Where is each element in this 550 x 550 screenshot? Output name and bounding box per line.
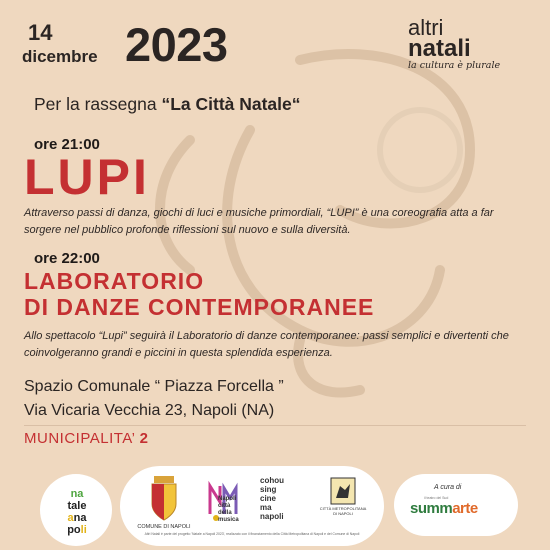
- municipality-label: MUNICIPALITA’: [24, 430, 135, 447]
- cohousing-cinema-napoli-logo: [260, 476, 284, 521]
- altri-natali-logo: [408, 15, 520, 72]
- natale-a-napoli-wordmark: [54, 488, 100, 536]
- nm-line: musica: [218, 517, 239, 523]
- summarte-part2: arte: [452, 500, 478, 517]
- event2-title-line2: DI DANZE CONTEMPORANEE: [24, 294, 375, 320]
- event1-time: ore 21:00: [34, 136, 100, 153]
- event1-title: LUPI: [24, 149, 150, 205]
- comune-di-napoli-crest-icon: [148, 474, 180, 522]
- divider: [24, 425, 526, 426]
- date-day: 14: [28, 20, 53, 45]
- natale-part: le: [77, 500, 87, 512]
- summarte-subtitle: il teatro del Sud: [424, 496, 449, 500]
- napoli-musica-label: [218, 496, 239, 524]
- natale-part: po: [67, 524, 81, 536]
- fine-print: Altri Natali è parte del progetto 'Natale a Napoli 2023', realizzato con il finanziamento della Città Metropolitana di Napoli e del Comune di Napoli: [144, 532, 360, 536]
- intro-event-name: “La Città Natale“: [161, 94, 301, 114]
- intro-prefix: Per la rassegna: [34, 94, 157, 114]
- natale-part: na: [73, 512, 87, 524]
- date-year: 2023: [125, 18, 228, 71]
- partners-logo-strip: [120, 466, 384, 546]
- natale-part: ta: [67, 500, 78, 512]
- summarte-logo: [410, 500, 478, 517]
- municipality-number: 2: [139, 430, 149, 447]
- brand-tagline: la cultura è plurale: [408, 60, 501, 71]
- natale-part: li: [80, 524, 87, 536]
- summarte-part1: summ: [410, 500, 453, 517]
- a-cura-di-label: A cura di: [434, 484, 462, 491]
- cohou-line: ma: [260, 503, 272, 512]
- natale-a-napoli-logo: [40, 474, 112, 546]
- citta-metropolitana-label: CITTÀ METROPOLITANA DI NAPOLI: [319, 506, 367, 516]
- venue-address: Via Vicaria Vecchia 23, Napoli (NA): [24, 402, 275, 419]
- event1-description: Attraverso passi di danza, giochi di luci e musiche primordiali, “LUPI” è una coreografia atta a far sorgere nel pubblico profonde riflessioni sul nuovo e sulla diversità.: [24, 207, 494, 236]
- municipality: [24, 430, 148, 447]
- citta-metropolitana-crest-icon: [328, 476, 358, 506]
- venue-name: Spazio Comunale “ Piazza Forcella ”: [24, 378, 284, 395]
- event2-title: [24, 268, 374, 320]
- brand-line2: natali: [408, 35, 471, 62]
- brand-line1: altri: [408, 15, 444, 40]
- comune-di-napoli-label: COMUNE DI NAPOLI: [137, 524, 191, 530]
- cohou-line: napoli: [260, 512, 284, 521]
- cohou-line: cohou: [260, 476, 284, 485]
- intro-text: [34, 94, 301, 115]
- natale-part: na: [70, 488, 84, 500]
- date-month: dicembre: [22, 47, 98, 66]
- event2-time: ore 22:00: [34, 250, 100, 267]
- nm-line: della: [218, 510, 232, 516]
- cohou-line: cine: [260, 494, 277, 503]
- natale-part: a: [67, 512, 74, 524]
- nm-line: Napoli: [218, 496, 237, 502]
- event2-description: Allo spettacolo “Lupi” seguirà il Laboratorio di danze contemporanee: passi semplici e divertenti che coinvolgeranno grandi e piccini in questa splendida esperienza.: [24, 330, 509, 359]
- cohou-line: sing: [260, 485, 277, 494]
- event2-title-line1: LABORATORIO: [24, 268, 205, 294]
- nm-line: città: [218, 503, 231, 509]
- a-cura-di-logo: [394, 474, 518, 536]
